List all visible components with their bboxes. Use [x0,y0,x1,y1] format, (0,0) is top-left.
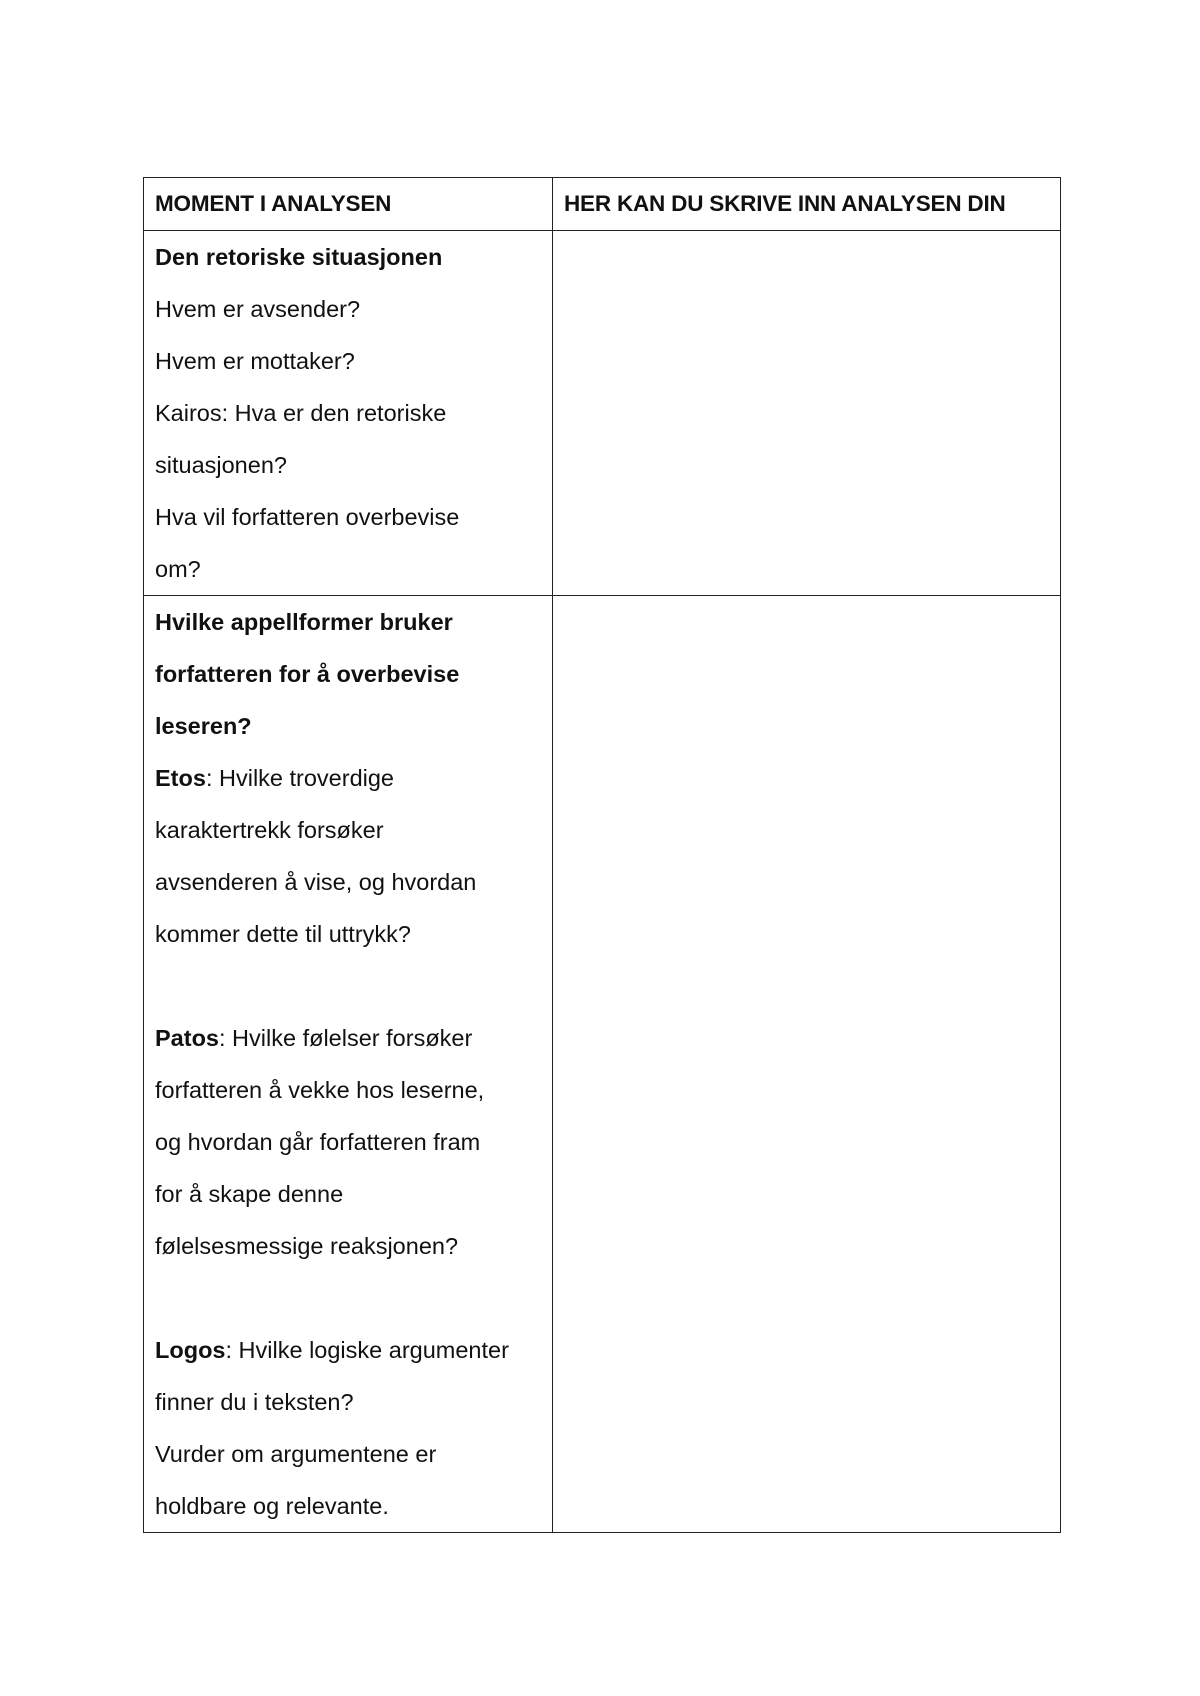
analysis-cell-situation[interactable] [553,231,1061,596]
blank-line [155,960,542,1012]
blank-line [155,1272,542,1324]
logos-line: finner du i teksten? [155,1389,354,1415]
etos-text: : Hvilke troverdige [205,765,395,791]
situation-line: situasjonen? [155,452,287,478]
patos-line: og hvordan går forfatteren fram [155,1129,481,1155]
situation-line: Hvem er mottaker? [155,348,355,374]
etos-line [155,752,542,804]
appeals-title-line: forfatteren for å overbevise [155,661,460,687]
logos-line: holdbare og relevante. [155,1493,389,1519]
moment-cell-appeals [144,596,553,1533]
header-analysis: HER KAN DU SKRIVE INN ANALYSEN DIN [553,178,1061,231]
patos-line: forfatteren å vekke hos leserne, [155,1077,485,1103]
situation-title: Den retoriske situasjonen [155,244,443,270]
patos-line [155,1012,542,1064]
situation-line: om? [155,556,201,582]
situation-line: Hvem er avsender? [155,296,361,322]
table-row-rhetorical-situation [144,231,1061,596]
table-row-appeal-forms [144,596,1061,1533]
etos-line: kommer dette til uttrykk? [155,921,411,947]
patos-line: følelsesmessige reaksjonen? [155,1233,459,1259]
moment-cell-situation [144,231,553,596]
table-header-row [144,178,1061,231]
patos-text: : Hvilke følelser forsøker [219,1025,473,1051]
appeals-title-line: leseren? [155,713,252,739]
logos-term: Logos [155,1337,226,1363]
logos-line [155,1324,542,1376]
etos-line: avsenderen å vise, og hvordan [155,869,477,895]
appeals-title-line: Hvilke appellformer bruker [155,609,453,635]
etos-line: karaktertrekk forsøker [155,817,384,843]
etos-term: Etos [155,765,206,791]
analysis-cell-appeals[interactable] [553,596,1061,1533]
analysis-table [143,177,1061,1533]
situation-line: Hva vil forfatteren overbevise [155,504,460,530]
patos-line: for å skape denne [155,1181,344,1207]
logos-line: Vurder om argumentene er [155,1441,437,1467]
situation-line: Kairos: Hva er den retoriske [155,400,447,426]
header-moment: MOMENT I ANALYSEN [144,178,553,231]
patos-term: Patos [155,1025,219,1051]
logos-text: : Hvilke logiske argumenter [225,1337,509,1363]
